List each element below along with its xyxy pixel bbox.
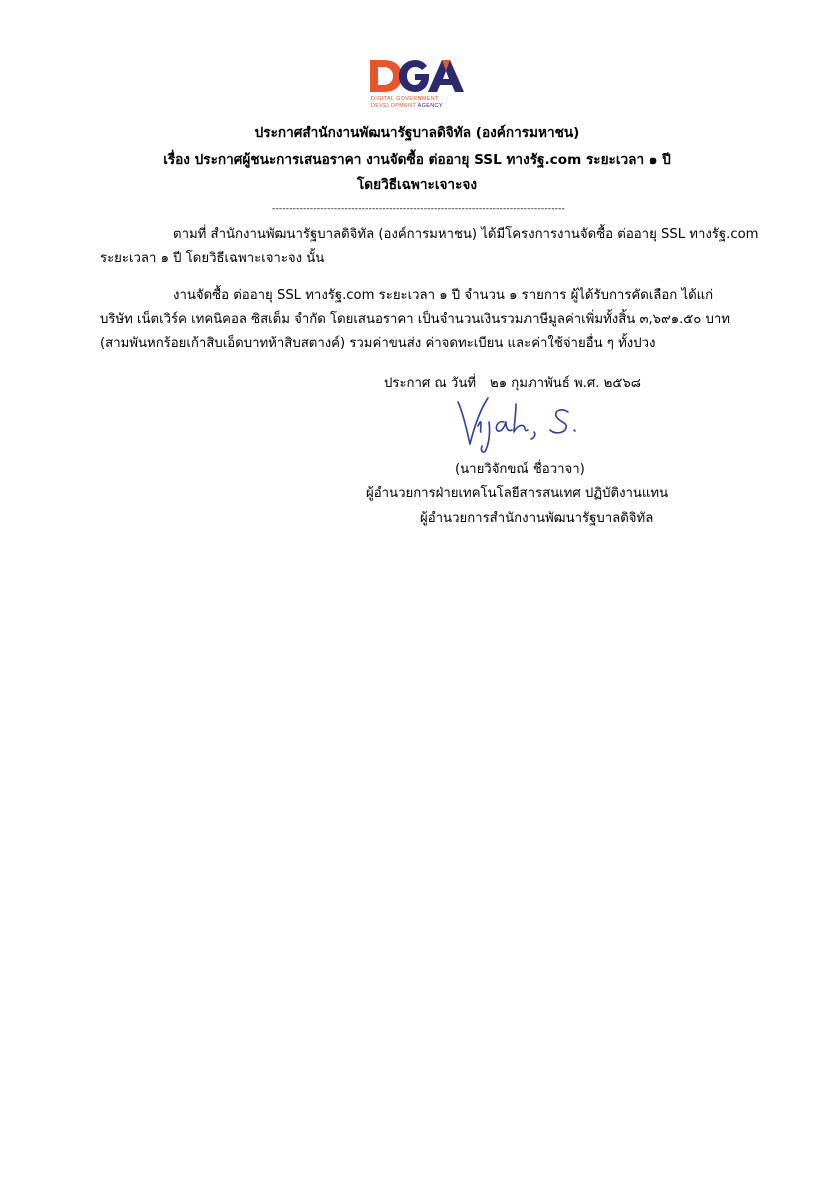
announcement-title: ประกาศสำนักงานพัฒนารัฐบาลดิจิทัล (องค์การมหาชน) bbox=[254, 125, 580, 141]
signer-name: (นายวิจักขณ์ ชื่อวาจา) bbox=[455, 462, 585, 477]
signer-title-acting: ผู้อำนวยการฝ่ายเทคโนโลยีสารสนเทศ ปฏิบัติงานแทน bbox=[366, 486, 669, 501]
dga-logo bbox=[360, 52, 470, 114]
paragraph-winner-line-3: (สามพันหกร้อยเก้าสิบเอ็ดบาทห้าสิบสตางค์) รวมค่าขนส่ง ค่าจดทะเบียน และค่าใช้จ่ายอื่น ๆ ทั้งปวง bbox=[100, 336, 656, 351]
paragraph-winner-line-2: บริษัท เน็ตเวิร์ค เทคนิคอล ซิสเต็ม จำกัด โดยเสนอราคา เป็นจำนวนเงินรวมภาษีมูลค่าเพิ่มทั้งสิ้น ๓,๖๙๑.๕๐ บาท bbox=[100, 312, 730, 327]
announcement-date-value: ๒๑ กุมภาพันธ์ พ.ศ. ๒๕๖๘ bbox=[490, 376, 641, 391]
paragraph-project-line-1: ตามที่ สำนักงานพัฒนารัฐบาลดิจิทัล (องค์การมหาชน) ได้มีโครงการงานจัดซื้อ ต่ออายุ SSL ทางรัฐ.com bbox=[173, 227, 759, 242]
paragraph-winner bbox=[100, 284, 776, 356]
paragraph-project bbox=[100, 223, 776, 271]
signature-drawing bbox=[454, 392, 594, 454]
dga-logo-mark bbox=[360, 52, 470, 96]
paragraph-winner-line-1: งานจัดซื้อ ต่ออายุ SSL ทางรัฐ.com ระยะเวลา ๑ ปี จำนวน ๑ รายการ ผู้ได้รับการคัดเลือก ได้แก่ bbox=[173, 288, 714, 303]
procurement-method: โดยวิธีเฉพาะเจาะจง bbox=[357, 177, 477, 193]
paragraph-project-line-2: ระยะเวลา ๑ ปี โดยวิธีเฉพาะเจาะจง นั้น bbox=[100, 251, 325, 266]
logo-subtitle-development: DEVELOPMENT bbox=[371, 103, 417, 109]
announcement-subject: เรื่อง ประกาศผู้ชนะการเสนอราคา งานจัดซื้อ ต่ออายุ SSL ทางรัฐ.com ระยะเวลา ๑ ปี bbox=[163, 152, 671, 168]
logo-subtitle-agency: AGENCY bbox=[417, 103, 443, 109]
handwritten-signature bbox=[454, 392, 594, 454]
divider-line: ------------------------------------------------------------------------------------- bbox=[272, 204, 566, 214]
announcement-date bbox=[384, 372, 641, 393]
announcement-date-label: ประกาศ ณ วันที่ bbox=[384, 376, 477, 391]
logo-subtitle-line1: DIGITAL GOVERNMENT bbox=[371, 96, 439, 102]
logo-subtitle-line2 bbox=[371, 103, 443, 109]
signer-title-director: ผู้อำนวยการสำนักงานพัฒนารัฐบาลดิจิทัล bbox=[420, 511, 654, 526]
